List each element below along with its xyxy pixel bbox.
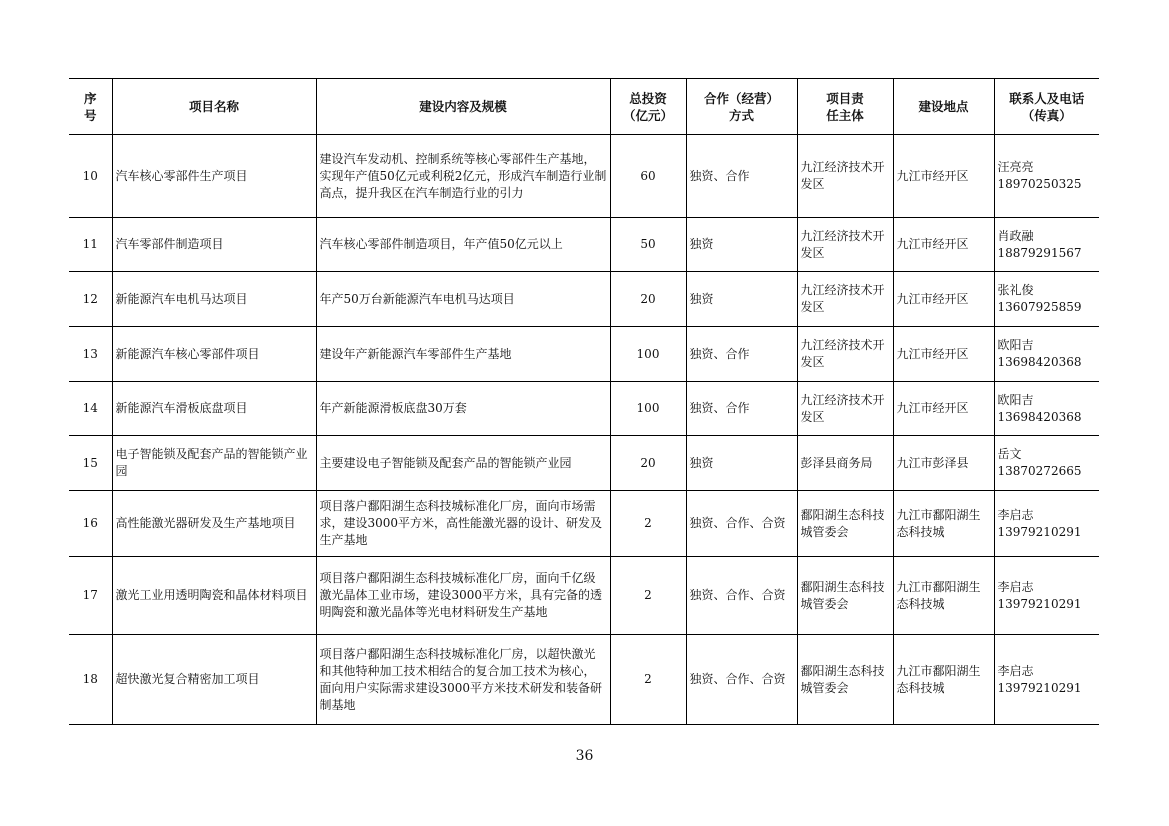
- cell-responsible-entity: 鄱阳湖生态科技城管委会: [797, 635, 893, 725]
- cell-project-name: 超快激光复合精密加工项目: [112, 635, 316, 725]
- contact-name: 李启志: [997, 663, 1034, 678]
- contact-name: 李启志: [997, 579, 1034, 594]
- cell-contact: [994, 635, 1099, 725]
- contact-phone: 13979210291: [997, 680, 1082, 695]
- cell-location: 九江市鄱阳湖生态科技城: [893, 491, 994, 557]
- cell-contact: [994, 218, 1099, 272]
- contact-name: 李启志: [997, 507, 1034, 522]
- header-content-scale: 建设内容及规模: [316, 79, 610, 135]
- cell-investment: 50: [610, 218, 686, 272]
- cell-cooperation-mode: 独资、合作、合资: [686, 491, 797, 557]
- cell-project-name: 汽车核心零部件生产项目: [112, 135, 316, 218]
- cell-cooperation-mode: 独资、合作、合资: [686, 557, 797, 635]
- cell-contact: [994, 327, 1099, 382]
- cell-contact: [994, 382, 1099, 436]
- table-row: [69, 491, 1099, 557]
- cell-contact: [994, 135, 1099, 218]
- project-table-container: [69, 78, 1099, 725]
- cell-responsible-entity: 鄱阳湖生态科技城管委会: [797, 557, 893, 635]
- cell-responsible-entity: 彭泽县商务局: [797, 436, 893, 491]
- header-location: 建设地点: [893, 79, 994, 135]
- table-row: [69, 557, 1099, 635]
- cell-content-scale: 主要建设电子智能锁及配套产品的智能锁产业园: [316, 436, 610, 491]
- cell-investment: 2: [610, 557, 686, 635]
- cell-project-name: 激光工业用透明陶瓷和晶体材料项目: [112, 557, 316, 635]
- cell-responsible-entity: 九江经济技术开发区: [797, 135, 893, 218]
- cell-cooperation-mode: 独资、合作: [686, 327, 797, 382]
- cell-cooperation-mode: 独资: [686, 218, 797, 272]
- page-number: 36: [575, 748, 594, 764]
- cell-content-scale: 建设年产新能源汽车零部件生产基地: [316, 327, 610, 382]
- cell-location: 九江市鄱阳湖生态科技城: [893, 557, 994, 635]
- cell-content-scale: 项目落户鄱阳湖生态科技城标准化厂房，面向市场需求，建设3000平方米，高性能激光器的设计、研发及生产基地: [316, 491, 610, 557]
- header-responsible-entity: 项目责 任主体: [797, 79, 893, 135]
- cell-responsible-entity: 九江经济技术开发区: [797, 272, 893, 327]
- cell-responsible-entity: 九江经济技术开发区: [797, 218, 893, 272]
- contact-phone: 13979210291: [997, 596, 1082, 611]
- cell-no: 16: [69, 491, 112, 557]
- cell-responsible-entity: 九江经济技术开发区: [797, 327, 893, 382]
- contact-phone: 18970250325: [997, 177, 1082, 191]
- cell-content-scale: 汽车核心零部件制造项目，年产值50亿元以上: [316, 218, 610, 272]
- header-project-name: 项目名称: [112, 79, 316, 135]
- cell-location: 九江市经开区: [893, 272, 994, 327]
- cell-responsible-entity: 鄱阳湖生态科技城管委会: [797, 491, 893, 557]
- cell-no: 14: [69, 382, 112, 436]
- cell-content-scale: 项目落户鄱阳湖生态科技城标准化厂房，以超快激光和其他特种加工技术相结合的复合加工技术为核心，面向用户实际需求建设3000平方米技术研发和装备研制基地: [316, 635, 610, 725]
- cell-contact: [994, 491, 1099, 557]
- cell-project-name: 新能源汽车电机马达项目: [112, 272, 316, 327]
- cell-no: 11: [69, 218, 112, 272]
- contact-phone: 13698420368: [997, 409, 1082, 424]
- contact-name: 肖政融: [997, 228, 1034, 243]
- cell-location: 九江市经开区: [893, 382, 994, 436]
- cell-investment: 100: [610, 327, 686, 382]
- table-row: [69, 635, 1099, 725]
- cell-location: 九江市鄱阳湖生态科技城: [893, 635, 994, 725]
- cell-location: 九江市经开区: [893, 327, 994, 382]
- header-cooperation-mode: 合作（经营） 方式: [686, 79, 797, 135]
- cell-project-name: 新能源汽车滑板底盘项目: [112, 382, 316, 436]
- table-row: [69, 327, 1099, 382]
- cell-contact: [994, 436, 1099, 491]
- contact-name: 欧阳吉: [997, 392, 1034, 407]
- contact-name: 汪亮亮: [997, 160, 1034, 174]
- cell-project-name: 高性能激光器研发及生产基地项目: [112, 491, 316, 557]
- cell-investment: 20: [610, 436, 686, 491]
- table-header-row: [69, 79, 1099, 135]
- table-row: [69, 436, 1099, 491]
- cell-investment: 2: [610, 635, 686, 725]
- contact-phone: 13607925859: [997, 300, 1082, 314]
- cell-project-name: 新能源汽车核心零部件项目: [112, 327, 316, 382]
- cell-contact: [994, 557, 1099, 635]
- cell-content-scale: 建设汽车发动机、控制系统等核心零部件生产基地，实现年产值50亿元或利税2亿元，形成汽车制造行业制高点，提升我区在汽车制造行业的引力: [316, 135, 610, 218]
- cell-investment: 60: [610, 135, 686, 218]
- cell-location: 九江市经开区: [893, 218, 994, 272]
- cell-no: 17: [69, 557, 112, 635]
- cell-content-scale: 年产50万台新能源汽车电机马达项目: [316, 272, 610, 327]
- contact-phone: 18879291567: [997, 245, 1082, 260]
- cell-investment: 100: [610, 382, 686, 436]
- header-contact: 联系人及电话 （传真）: [994, 79, 1099, 135]
- contact-phone: 13979210291: [997, 524, 1082, 539]
- cell-cooperation-mode: 独资、合作: [686, 382, 797, 436]
- cell-no: 12: [69, 272, 112, 327]
- cell-cooperation-mode: 独资、合作、合资: [686, 635, 797, 725]
- cell-cooperation-mode: 独资: [686, 436, 797, 491]
- cell-project-name: 电子智能锁及配套产品的智能锁产业园: [112, 436, 316, 491]
- table-body: [69, 135, 1099, 725]
- header-no: 序 号: [69, 79, 112, 135]
- table-row: [69, 272, 1099, 327]
- cell-content-scale: 项目落户鄱阳湖生态科技城标准化厂房，面向千亿级激光晶体工业市场，建设3000平方米，具有完备的透明陶瓷和激光晶体等光电材料研发生产基地: [316, 557, 610, 635]
- cell-project-name: 汽车零部件制造项目: [112, 218, 316, 272]
- cell-investment: 2: [610, 491, 686, 557]
- contact-name: 岳文: [997, 447, 1022, 461]
- contact-phone: 13698420368: [997, 355, 1082, 369]
- cell-no: 18: [69, 635, 112, 725]
- cell-responsible-entity: 九江经济技术开发区: [797, 382, 893, 436]
- cell-no: 15: [69, 436, 112, 491]
- cell-location: 九江市彭泽县: [893, 436, 994, 491]
- cell-content-scale: 年产新能源滑板底盘30万套: [316, 382, 610, 436]
- header-investment: 总投资 （亿元）: [610, 79, 686, 135]
- table-row: [69, 382, 1099, 436]
- contact-name: 欧阳吉: [997, 338, 1034, 352]
- cell-location: 九江市经开区: [893, 135, 994, 218]
- contact-name: 张礼俊: [997, 283, 1034, 297]
- cell-cooperation-mode: 独资、合作: [686, 135, 797, 218]
- cell-no: 13: [69, 327, 112, 382]
- table-row: [69, 218, 1099, 272]
- contact-phone: 13870272665: [997, 464, 1082, 478]
- cell-investment: 20: [610, 272, 686, 327]
- table-row: [69, 135, 1099, 218]
- project-table: [69, 78, 1099, 725]
- cell-contact: [994, 272, 1099, 327]
- cell-no: 10: [69, 135, 112, 218]
- cell-cooperation-mode: 独资: [686, 272, 797, 327]
